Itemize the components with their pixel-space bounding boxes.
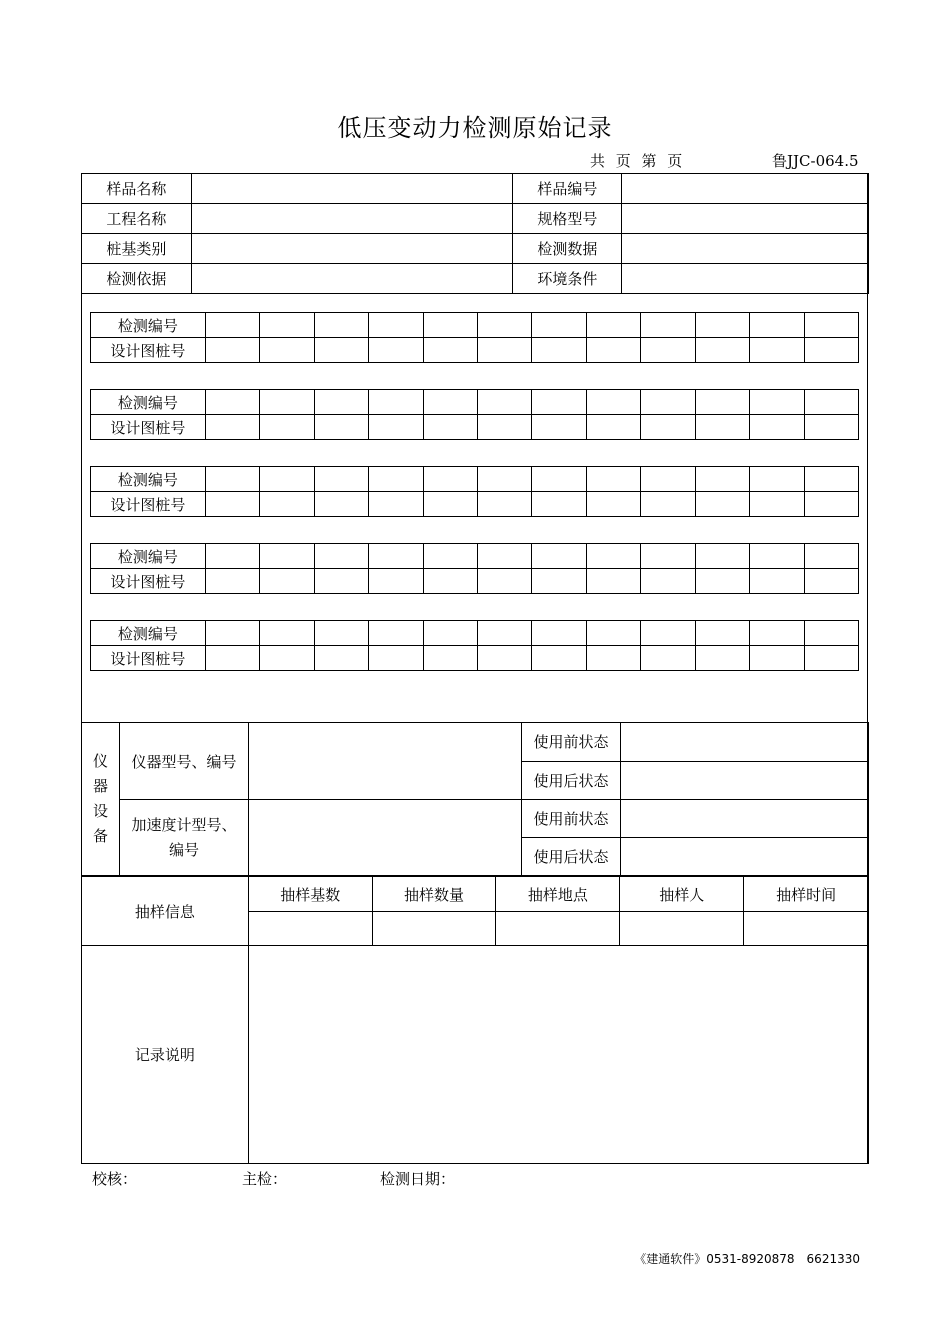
sampling-col-header: 抽样时间 xyxy=(744,877,869,912)
check-signature: 校核： xyxy=(92,1170,138,1188)
design-pile-number-cell[interactable] xyxy=(586,646,640,671)
before-status-field[interactable] xyxy=(621,723,869,762)
design-pile-number-cell[interactable] xyxy=(695,338,749,363)
test-number-cell[interactable] xyxy=(314,621,368,646)
design-pile-number-cell[interactable] xyxy=(532,415,586,440)
test-number-cell[interactable] xyxy=(804,390,859,415)
test-number-cell[interactable] xyxy=(423,313,477,338)
test-number-table xyxy=(90,620,859,671)
design-pile-number-cell[interactable] xyxy=(695,492,749,517)
design-pile-number-cell[interactable] xyxy=(586,569,640,594)
test-number-table xyxy=(90,312,859,363)
instrument-group-text: 仪 器 设 备 xyxy=(92,752,108,845)
test-number-cell[interactable] xyxy=(423,544,477,569)
value-field[interactable] xyxy=(622,234,869,264)
sampling-label: 抽样信息 xyxy=(82,877,249,946)
test-number-cell[interactable] xyxy=(205,621,259,646)
design-pile-number-cell[interactable] xyxy=(260,338,314,363)
design-pile-number-cell[interactable] xyxy=(260,646,314,671)
sampling-quantity-field[interactable] xyxy=(372,912,496,946)
test-number-cell[interactable] xyxy=(641,313,695,338)
footer-software-info: 《建通软件》0531-8920878 6621330 xyxy=(634,1252,860,1266)
header-info-table xyxy=(81,173,869,294)
instrument-model-field[interactable] xyxy=(249,723,522,800)
test-number-cell[interactable] xyxy=(369,544,423,569)
notes-table xyxy=(81,945,869,1164)
test-number-cell[interactable] xyxy=(532,313,586,338)
main-inspector-signature: 主检： xyxy=(242,1170,288,1188)
design-pile-number-cell[interactable] xyxy=(423,569,477,594)
test-number-cell[interactable] xyxy=(695,390,749,415)
sampling-base-field[interactable] xyxy=(248,912,372,946)
test-number-cell[interactable] xyxy=(586,544,640,569)
design-pile-number-cell[interactable] xyxy=(804,646,859,671)
instrument-model-label: 仪器型号、编号 xyxy=(120,723,249,800)
test-number-cell[interactable] xyxy=(423,621,477,646)
design-pile-number-cell[interactable] xyxy=(369,415,423,440)
test-number-cell[interactable] xyxy=(695,467,749,492)
instrument-sampling-table xyxy=(81,722,869,876)
test-number-cell[interactable] xyxy=(641,544,695,569)
test-number-cell[interactable] xyxy=(641,390,695,415)
design-pile-number-cell[interactable] xyxy=(532,569,586,594)
design-pile-number-cell[interactable] xyxy=(641,646,695,671)
design-pile-number-cell[interactable] xyxy=(260,569,314,594)
table-row xyxy=(91,646,859,671)
design-pile-number-cell[interactable] xyxy=(532,338,586,363)
test-number-cell[interactable] xyxy=(260,621,314,646)
table-row xyxy=(82,723,869,762)
design-pile-number-cell[interactable] xyxy=(423,646,477,671)
test-number-cell[interactable] xyxy=(750,621,804,646)
test-number-cell[interactable] xyxy=(314,313,368,338)
test-number-cell[interactable] xyxy=(804,467,859,492)
test-number-cell[interactable] xyxy=(423,390,477,415)
value-field[interactable] xyxy=(622,174,869,204)
table-row xyxy=(82,800,869,838)
test-number-cell[interactable] xyxy=(369,313,423,338)
design-pile-number-cell[interactable] xyxy=(804,415,859,440)
sampling-col-header: 抽样地点 xyxy=(496,877,620,912)
table-row xyxy=(91,544,859,569)
test-number-cell[interactable] xyxy=(260,390,314,415)
page-info: 共 页 第 页 xyxy=(590,152,683,170)
value-field[interactable] xyxy=(622,204,869,234)
design-pile-number-cell[interactable] xyxy=(532,492,586,517)
test-number-cell[interactable] xyxy=(586,390,640,415)
test-number-cell[interactable] xyxy=(750,313,804,338)
test-number-cell[interactable] xyxy=(804,621,859,646)
before-status-label: 使用前状态 xyxy=(522,800,621,838)
sampling-table xyxy=(81,876,869,946)
test-number-cell[interactable] xyxy=(477,467,531,492)
test-number-cell[interactable] xyxy=(314,544,368,569)
design-pile-number-cell[interactable] xyxy=(804,569,859,594)
test-number-cell[interactable] xyxy=(369,390,423,415)
test-number-cell[interactable] xyxy=(205,313,259,338)
design-pile-number-cell[interactable] xyxy=(369,338,423,363)
design-pile-number-cell[interactable] xyxy=(477,415,531,440)
table-row xyxy=(82,234,869,264)
test-number-cell[interactable] xyxy=(477,313,531,338)
accelerometer-model-label: 加速度计型号、编号 xyxy=(120,800,249,876)
test-number-cell[interactable] xyxy=(369,467,423,492)
table-row xyxy=(91,415,859,440)
document-code: 鲁JJC-064.5 xyxy=(772,152,859,170)
design-pile-number-cell[interactable] xyxy=(369,569,423,594)
design-pile-number-cell[interactable] xyxy=(695,646,749,671)
design-pile-number-cell[interactable] xyxy=(750,415,804,440)
label-cell: 环境条件 xyxy=(513,264,622,294)
design-pile-number-cell[interactable] xyxy=(205,415,259,440)
value-field[interactable] xyxy=(191,204,513,234)
value-field[interactable] xyxy=(191,234,513,264)
test-number-label: 检测编号 xyxy=(91,544,206,569)
before-status-field[interactable] xyxy=(621,800,869,838)
after-status-field[interactable] xyxy=(621,838,869,876)
test-number-cell[interactable] xyxy=(260,544,314,569)
table-row xyxy=(82,264,869,294)
design-pile-number-label: 设计图桩号 xyxy=(91,415,206,440)
test-number-label: 检测编号 xyxy=(91,467,206,492)
design-pile-number-cell[interactable] xyxy=(750,338,804,363)
label-cell: 样品名称 xyxy=(82,174,192,204)
label-cell: 工程名称 xyxy=(82,204,192,234)
after-status-field[interactable] xyxy=(621,761,869,800)
design-pile-number-label: 设计图桩号 xyxy=(91,569,206,594)
design-pile-number-cell[interactable] xyxy=(205,338,259,363)
test-number-cell[interactable] xyxy=(695,313,749,338)
label-cell: 检测依据 xyxy=(82,264,192,294)
table-row xyxy=(91,569,859,594)
design-pile-number-cell[interactable] xyxy=(205,569,259,594)
after-status-label: 使用后状态 xyxy=(522,761,621,800)
test-number-cell[interactable] xyxy=(205,467,259,492)
design-pile-number-cell[interactable] xyxy=(260,492,314,517)
value-field[interactable] xyxy=(622,264,869,294)
test-number-cell[interactable] xyxy=(477,621,531,646)
table-row xyxy=(91,338,859,363)
test-number-table xyxy=(90,466,859,517)
test-number-cell[interactable] xyxy=(532,544,586,569)
design-pile-number-cell[interactable] xyxy=(205,646,259,671)
table-row xyxy=(91,492,859,517)
test-number-cell[interactable] xyxy=(314,467,368,492)
design-pile-number-cell[interactable] xyxy=(750,492,804,517)
before-status-label: 使用前状态 xyxy=(522,723,621,762)
test-number-cell[interactable] xyxy=(750,467,804,492)
test-number-cell[interactable] xyxy=(423,467,477,492)
test-number-cell[interactable] xyxy=(695,544,749,569)
value-field[interactable] xyxy=(191,264,513,294)
design-pile-number-cell[interactable] xyxy=(260,415,314,440)
design-pile-number-cell[interactable] xyxy=(423,338,477,363)
design-pile-number-cell[interactable] xyxy=(205,492,259,517)
page-title: 低压变动力检测原始记录 xyxy=(337,114,613,142)
design-pile-number-cell[interactable] xyxy=(532,646,586,671)
design-pile-number-cell[interactable] xyxy=(314,646,368,671)
test-number-cell[interactable] xyxy=(314,390,368,415)
label-cell: 样品编号 xyxy=(513,174,622,204)
design-pile-number-cell[interactable] xyxy=(477,569,531,594)
after-status-label: 使用后状态 xyxy=(522,838,621,876)
design-pile-number-cell[interactable] xyxy=(641,492,695,517)
table-row xyxy=(91,313,859,338)
test-number-cell[interactable] xyxy=(477,544,531,569)
sampling-time-field[interactable] xyxy=(744,912,869,946)
sampling-location-field[interactable] xyxy=(496,912,620,946)
design-pile-number-cell[interactable] xyxy=(695,569,749,594)
test-number-cell[interactable] xyxy=(641,467,695,492)
design-pile-number-cell[interactable] xyxy=(477,492,531,517)
table-row xyxy=(82,174,869,204)
design-pile-number-cell[interactable] xyxy=(423,415,477,440)
design-pile-number-cell[interactable] xyxy=(641,569,695,594)
test-number-cell[interactable] xyxy=(695,621,749,646)
design-pile-number-cell[interactable] xyxy=(586,492,640,517)
value-field[interactable] xyxy=(191,174,513,204)
test-number-cell[interactable] xyxy=(586,621,640,646)
table-row xyxy=(91,390,859,415)
sampler-field[interactable] xyxy=(620,912,744,946)
test-number-cell[interactable] xyxy=(532,621,586,646)
label-cell: 桩基类别 xyxy=(82,234,192,264)
instrument-group-label xyxy=(82,723,120,876)
design-pile-number-cell[interactable] xyxy=(641,415,695,440)
test-number-cell[interactable] xyxy=(260,467,314,492)
accelerometer-model-field[interactable] xyxy=(249,800,522,876)
notes-field[interactable] xyxy=(248,946,868,1164)
test-number-cell[interactable] xyxy=(205,390,259,415)
test-number-cell[interactable] xyxy=(260,313,314,338)
design-pile-number-cell[interactable] xyxy=(314,492,368,517)
design-pile-number-label: 设计图桩号 xyxy=(91,338,206,363)
test-number-table xyxy=(90,389,859,440)
sampling-col-header: 抽样数量 xyxy=(372,877,496,912)
test-number-cell[interactable] xyxy=(205,544,259,569)
test-number-cell[interactable] xyxy=(532,467,586,492)
sampling-col-header: 抽样人 xyxy=(620,877,744,912)
test-number-table xyxy=(90,543,859,594)
design-pile-number-cell[interactable] xyxy=(314,569,368,594)
design-pile-number-cell[interactable] xyxy=(477,338,531,363)
table-row xyxy=(91,621,859,646)
design-pile-number-label: 设计图桩号 xyxy=(91,492,206,517)
table-row xyxy=(91,467,859,492)
design-pile-number-cell[interactable] xyxy=(750,646,804,671)
test-number-cell[interactable] xyxy=(369,621,423,646)
design-pile-number-cell[interactable] xyxy=(586,415,640,440)
design-pile-number-cell[interactable] xyxy=(586,338,640,363)
test-number-cell[interactable] xyxy=(750,544,804,569)
design-pile-number-cell[interactable] xyxy=(804,338,859,363)
table-row xyxy=(82,877,869,912)
test-number-cell[interactable] xyxy=(586,313,640,338)
design-pile-number-cell[interactable] xyxy=(314,415,368,440)
sampling-col-header: 抽样基数 xyxy=(248,877,372,912)
test-date: 检测日期： xyxy=(380,1170,456,1188)
label-cell: 检测数据 xyxy=(513,234,622,264)
design-pile-number-label: 设计图桩号 xyxy=(91,646,206,671)
test-number-label: 检测编号 xyxy=(91,621,206,646)
label-cell: 规格型号 xyxy=(513,204,622,234)
design-pile-number-cell[interactable] xyxy=(477,646,531,671)
design-pile-number-cell[interactable] xyxy=(369,492,423,517)
test-number-cell[interactable] xyxy=(586,467,640,492)
design-pile-number-cell[interactable] xyxy=(695,415,749,440)
test-number-label: 检测编号 xyxy=(91,313,206,338)
design-pile-number-cell[interactable] xyxy=(750,569,804,594)
notes-label: 记录说明 xyxy=(82,946,249,1164)
table-row xyxy=(82,204,869,234)
test-number-label: 检测编号 xyxy=(91,390,206,415)
test-number-cell[interactable] xyxy=(532,390,586,415)
test-number-cell[interactable] xyxy=(477,390,531,415)
table-row xyxy=(82,946,869,1164)
design-pile-number-cell[interactable] xyxy=(369,646,423,671)
test-number-cell[interactable] xyxy=(750,390,804,415)
design-pile-number-cell[interactable] xyxy=(641,338,695,363)
test-number-cell[interactable] xyxy=(641,621,695,646)
design-pile-number-cell[interactable] xyxy=(314,338,368,363)
design-pile-number-cell[interactable] xyxy=(804,492,859,517)
design-pile-number-cell[interactable] xyxy=(423,492,477,517)
test-number-cell[interactable] xyxy=(804,544,859,569)
test-number-cell[interactable] xyxy=(804,313,859,338)
